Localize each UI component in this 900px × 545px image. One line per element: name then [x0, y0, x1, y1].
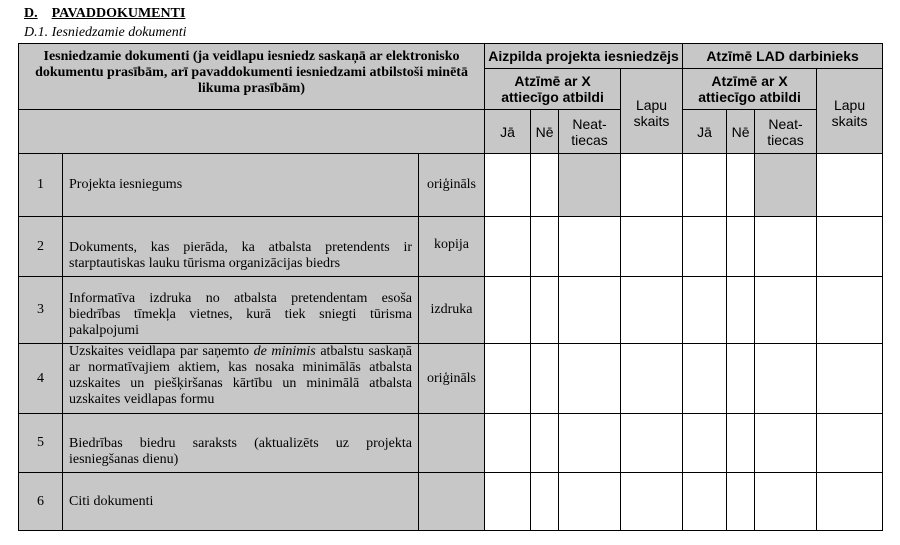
row-description	[63, 344, 419, 414]
applicant-pages-cell[interactable]	[621, 344, 683, 414]
applicant-na-cell[interactable]	[559, 344, 621, 414]
applicant-yes-cell[interactable]	[485, 344, 531, 414]
applicant-no-cell[interactable]	[531, 154, 559, 217]
section-number: D.	[24, 6, 38, 21]
lad-pages-cell[interactable]	[817, 277, 883, 344]
lad-yes-cell[interactable]	[683, 277, 727, 344]
row-number: 2	[19, 217, 63, 277]
row-description: Citi dokumenti	[63, 473, 419, 531]
applicant-yes-cell[interactable]	[485, 473, 531, 531]
lad-yes-cell[interactable]	[683, 217, 727, 277]
lad-yes-cell[interactable]	[683, 344, 727, 414]
lad-pages-header: Lapu skaits	[817, 69, 883, 154]
applicant-pages-header: Lapu skaits	[621, 69, 683, 154]
applicant-pages-cell[interactable]	[621, 414, 683, 473]
row-description: Informatīva izdruka no atbalsta pretendentam esoša biedrības tīmekļa vietnes, kurā tiek sniegti tūrisma pakalpojumi	[63, 277, 419, 344]
applicant-no-cell[interactable]	[531, 277, 559, 344]
row-number: 6	[19, 473, 63, 531]
row-document-type: oriģināls	[419, 154, 485, 217]
applicant-no-cell[interactable]	[531, 473, 559, 531]
lad-pages-cell[interactable]	[817, 154, 883, 217]
row-description: Dokuments, kas pierāda, ka atbalsta pretendents ir starptautiskas lauku tūrisma organizācijas biedrs	[63, 217, 419, 277]
applicant-yes-cell[interactable]	[485, 217, 531, 277]
table-row	[19, 344, 883, 414]
lad-pages-cell[interactable]	[817, 473, 883, 531]
subsection-title: D.1. Iesniedzamie dokumenti	[24, 25, 187, 40]
row-description: Projekta iesniegums	[63, 154, 419, 217]
applicant-yes-cell[interactable]	[485, 277, 531, 344]
lad-pages-cell[interactable]	[817, 217, 883, 277]
table-row	[19, 154, 883, 217]
applicant-no-header: Nē	[531, 110, 559, 154]
row-description-italic: de minimis	[253, 344, 316, 359]
applicant-no-cell[interactable]	[531, 217, 559, 277]
lad-pages-cell[interactable]	[817, 414, 883, 473]
lad-yes-cell[interactable]	[683, 414, 727, 473]
lad-mark-header: Atzīmē ar X attiecīgo atbildi	[683, 69, 817, 110]
table-row	[19, 473, 883, 531]
applicant-yes-cell[interactable]	[485, 414, 531, 473]
lad-yes-cell[interactable]	[683, 154, 727, 217]
row-number: 1	[19, 154, 63, 217]
applicant-na-cell[interactable]	[559, 217, 621, 277]
applicant-pages-cell[interactable]	[621, 277, 683, 344]
lad-no-cell[interactable]	[727, 473, 755, 531]
table-row	[19, 217, 883, 277]
row-description-part: Uzskaites veidlapa par saņemto	[69, 344, 254, 359]
applicant-no-cell[interactable]	[531, 414, 559, 473]
lad-no-header: Nē	[727, 110, 755, 154]
section-heading	[24, 6, 185, 22]
row-document-type	[419, 414, 485, 473]
table-row	[19, 414, 883, 473]
applicant-na-header: Neat-tiecas	[559, 110, 621, 154]
lad-no-cell[interactable]	[727, 277, 755, 344]
lad-no-cell[interactable]	[727, 154, 755, 217]
section-title: PAVADDOKUMENTI	[51, 6, 186, 21]
lad-na-cell[interactable]	[755, 217, 817, 277]
row-number: 4	[19, 344, 63, 414]
lad-pages-cell[interactable]	[817, 344, 883, 414]
lad-na-cell[interactable]	[755, 414, 817, 473]
lad-no-cell[interactable]	[727, 217, 755, 277]
lad-na-cell[interactable]	[755, 344, 817, 414]
row-document-type: kopija	[419, 217, 485, 277]
lad-group-header: Atzīmē LAD darbinieks	[683, 44, 883, 69]
lad-yes-cell[interactable]	[683, 473, 727, 531]
applicant-na-cell[interactable]	[559, 277, 621, 344]
applicant-group-header: Aizpilda projekta iesniedzējs	[485, 44, 683, 69]
row-number: 5	[19, 414, 63, 473]
applicant-yes-header: Jā	[485, 110, 531, 154]
row-number: 3	[19, 277, 63, 344]
row-document-type	[419, 473, 485, 531]
applicant-na-cell[interactable]	[559, 473, 621, 531]
main-header: Iesniedzamie dokumenti (ja veidlapu iesniedz saskaņā ar elektronisko dokumentu prasībām, arī pavaddokumenti iesniedzami atbilstoši minētā likuma prasībām)	[19, 44, 485, 110]
applicant-na-cell[interactable]	[559, 414, 621, 473]
applicant-pages-cell[interactable]	[621, 217, 683, 277]
row-description: Biedrības biedru saraksts (aktualizēts uz projekta iesniegšanas dienu)	[63, 414, 419, 473]
applicant-pages-cell[interactable]	[621, 154, 683, 217]
lad-na-cell[interactable]	[755, 277, 817, 344]
header-spacer	[19, 110, 485, 154]
applicant-pages-cell[interactable]	[621, 473, 683, 531]
applicant-yes-cell[interactable]	[485, 154, 531, 217]
lad-na-cell	[755, 154, 817, 217]
lad-yes-header: Jā	[683, 110, 727, 154]
row-description-part: atbalstu saskaņā ar normatīvajiem aktiem, kas nosaka minimālās atbalsta uzskaites un piešķiršanas kārtību un minimālā atbalsta uzskaites veidlapas formu	[69, 344, 412, 407]
applicant-no-cell[interactable]	[531, 344, 559, 414]
lad-no-cell[interactable]	[727, 344, 755, 414]
lad-na-header: Neat-tiecas	[755, 110, 817, 154]
row-document-type: izdruka	[419, 277, 485, 344]
lad-no-cell[interactable]	[727, 414, 755, 473]
row-document-type: oriģināls	[419, 344, 485, 414]
lad-na-cell[interactable]	[755, 473, 817, 531]
applicant-na-cell	[559, 154, 621, 217]
documents-table	[18, 43, 883, 531]
table-row	[19, 277, 883, 344]
applicant-mark-header: Atzīmē ar X attiecīgo atbildi	[485, 69, 621, 110]
